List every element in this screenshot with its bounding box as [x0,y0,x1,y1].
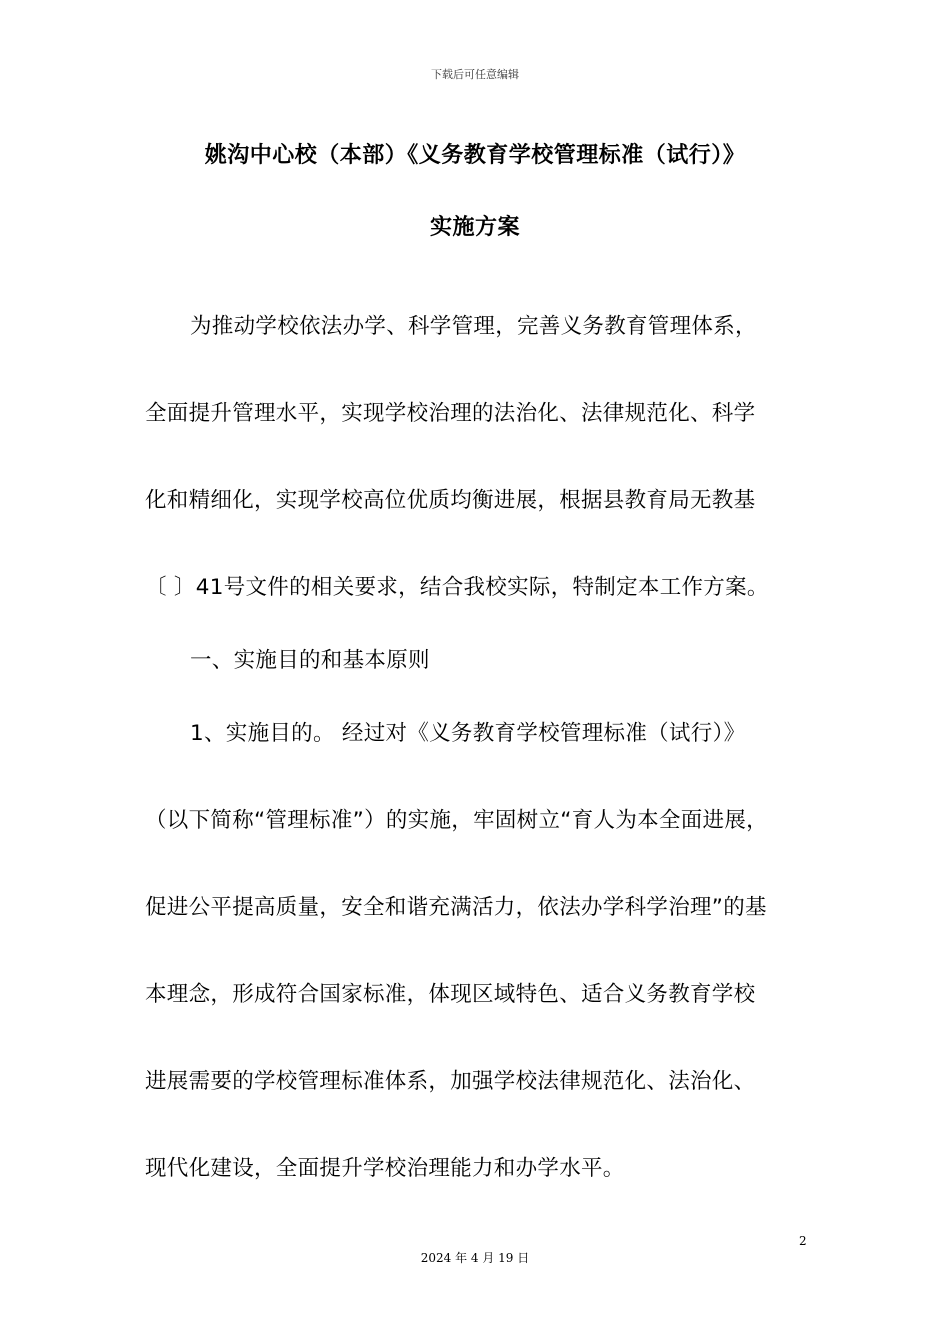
body-line: 化和精细化，实现学校高位优质均衡进展，根据县教育局无教基 [145,488,756,513]
body-line: 为推动学校依法办学、科学管理，完善义务教育管理体系， [190,314,757,339]
footer-date: 2024 年 4 月 19 日 [420,1251,530,1265]
page-number: 2 [799,1234,807,1248]
body-line: 全面提升管理水平，实现学校治理的法治化、法律规范化、科学 [145,401,756,426]
document-title-line-1: 姚沟中心校（本部）《义务教育学校管理标准（试行）》 [204,143,746,168]
body-line: 〔 〕41号文件的相关要求，结合我校实际，特制定本工作方案。 [145,575,769,600]
body-line: 1、实施目的。 经过对《义务教育学校管理标准（试行）》 [190,721,746,746]
body-line: （以下简称“管理标准”）的实施，牢固树立“育人为本全面进展， [145,808,768,833]
body-line: 促进公平提高质量，安全和谐充满活力，依法办学科学治理”的基 [145,895,767,920]
document-title-line-2: 实施方案 [429,215,520,240]
body-line: 本理念，形成符合国家标准，体现区域特色、适合义务教育学校 [145,982,756,1007]
body-line: 现代化建设，全面提升学校治理能力和办学水平。 [145,1156,625,1181]
header-note: 下载后可任意编辑 [431,68,519,81]
section-heading: 一、实施目的和基本原则 [190,648,430,673]
body-line: 进展需要的学校管理标准体系，加强学校法律规范化、法治化、 [145,1069,756,1094]
